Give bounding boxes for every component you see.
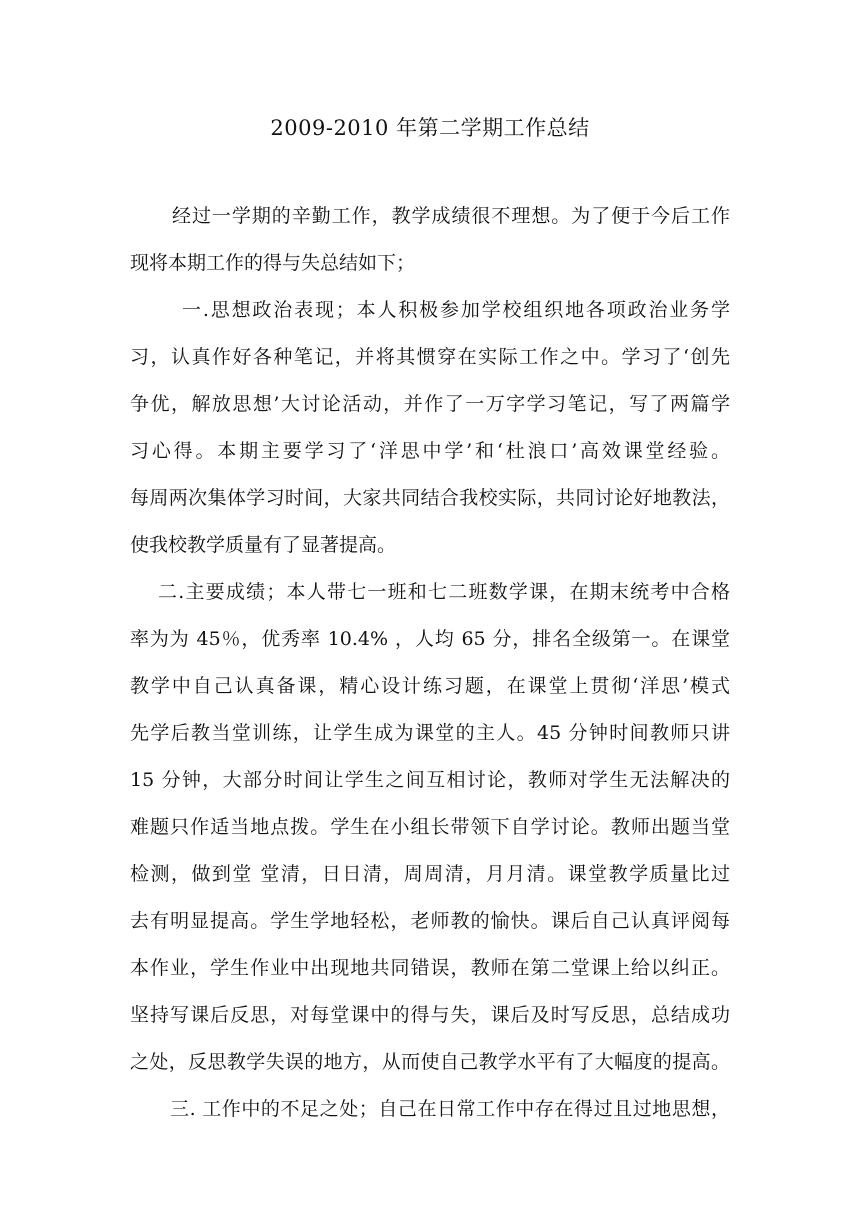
paragraph-line: 二.主要成绩；本人带七一班和七二班数学课，在期末统考中合格 (158, 581, 730, 603)
paragraph-line: 一.思想政治表现；本人积极参加学校组织地各项政治业务学 (182, 299, 730, 321)
paragraph-line: 现将本期工作的得与失总结如下； (130, 252, 416, 274)
paragraph-line: 坚持写课后反思，对每堂课中的得与失，课后及时写反思，总结成功 (130, 1004, 730, 1026)
paragraph-line: 教学中自己认真备课，精心设计练习题，在课堂上贯彻‘洋思’模式 (130, 675, 730, 697)
paragraph-line: 之处，反思教学失误的地方，从而使自己教学水平有了大幅度的提高。 (130, 1051, 730, 1073)
document-title: 2009-2010 年第二学期工作总结 (270, 116, 590, 140)
paragraph-line: 检测，做到堂 堂清，日日清，周周清，月月清。课堂教学质量比过 (130, 863, 730, 885)
paragraph-line: 去有明显提高。学生学地轻松，老师教的愉快。课后自己认真评阅每 (130, 910, 730, 932)
paragraph-line: 难题只作适当地点拨。学生在小组长带领下自学讨论。教师出题当堂 (130, 816, 730, 838)
paragraph-line: 每周两次集体学习时间，大家共同结合我校实际，共同讨论好地教法， (130, 487, 730, 509)
paragraph-line: 先学后教当堂训练，让学生成为课堂的主人。45 分钟时间教师只讲 (130, 722, 730, 744)
paragraph-line: 15 分钟，大部分时间让学生之间互相讨论，教师对学生无法解决的 (130, 769, 730, 791)
paragraph-line: 经过一学期的辛勤工作，教学成绩很不理想。为了便于今后工作 (172, 205, 730, 227)
paragraph-line: 习，认真作好各种笔记，并将其惯穿在实际工作之中。学习了‘创先 (130, 346, 730, 368)
paragraph-line: 习心得。本期主要学习了‘洋思中学’和‘杜浪口’高效课堂经验。 (130, 440, 730, 462)
paragraph-line: 本作业，学生作业中出现地共同错误，教师在第二堂课上给以纠正。 (130, 957, 730, 979)
paragraph-line: 三. 工作中的不足之处；自己在日常工作中存在得过且过地思想， (170, 1098, 730, 1120)
paragraph-line: 争优，解放思想’大讨论活动，并作了一万字学习笔记，写了两篇学 (130, 393, 730, 415)
paragraph-line: 使我校教学质量有了显著提高。 (130, 534, 397, 556)
paragraph-line: 率为为 45％，优秀率 10.4% ，人均 65 分，排名全级第一。在课堂 (130, 628, 730, 650)
